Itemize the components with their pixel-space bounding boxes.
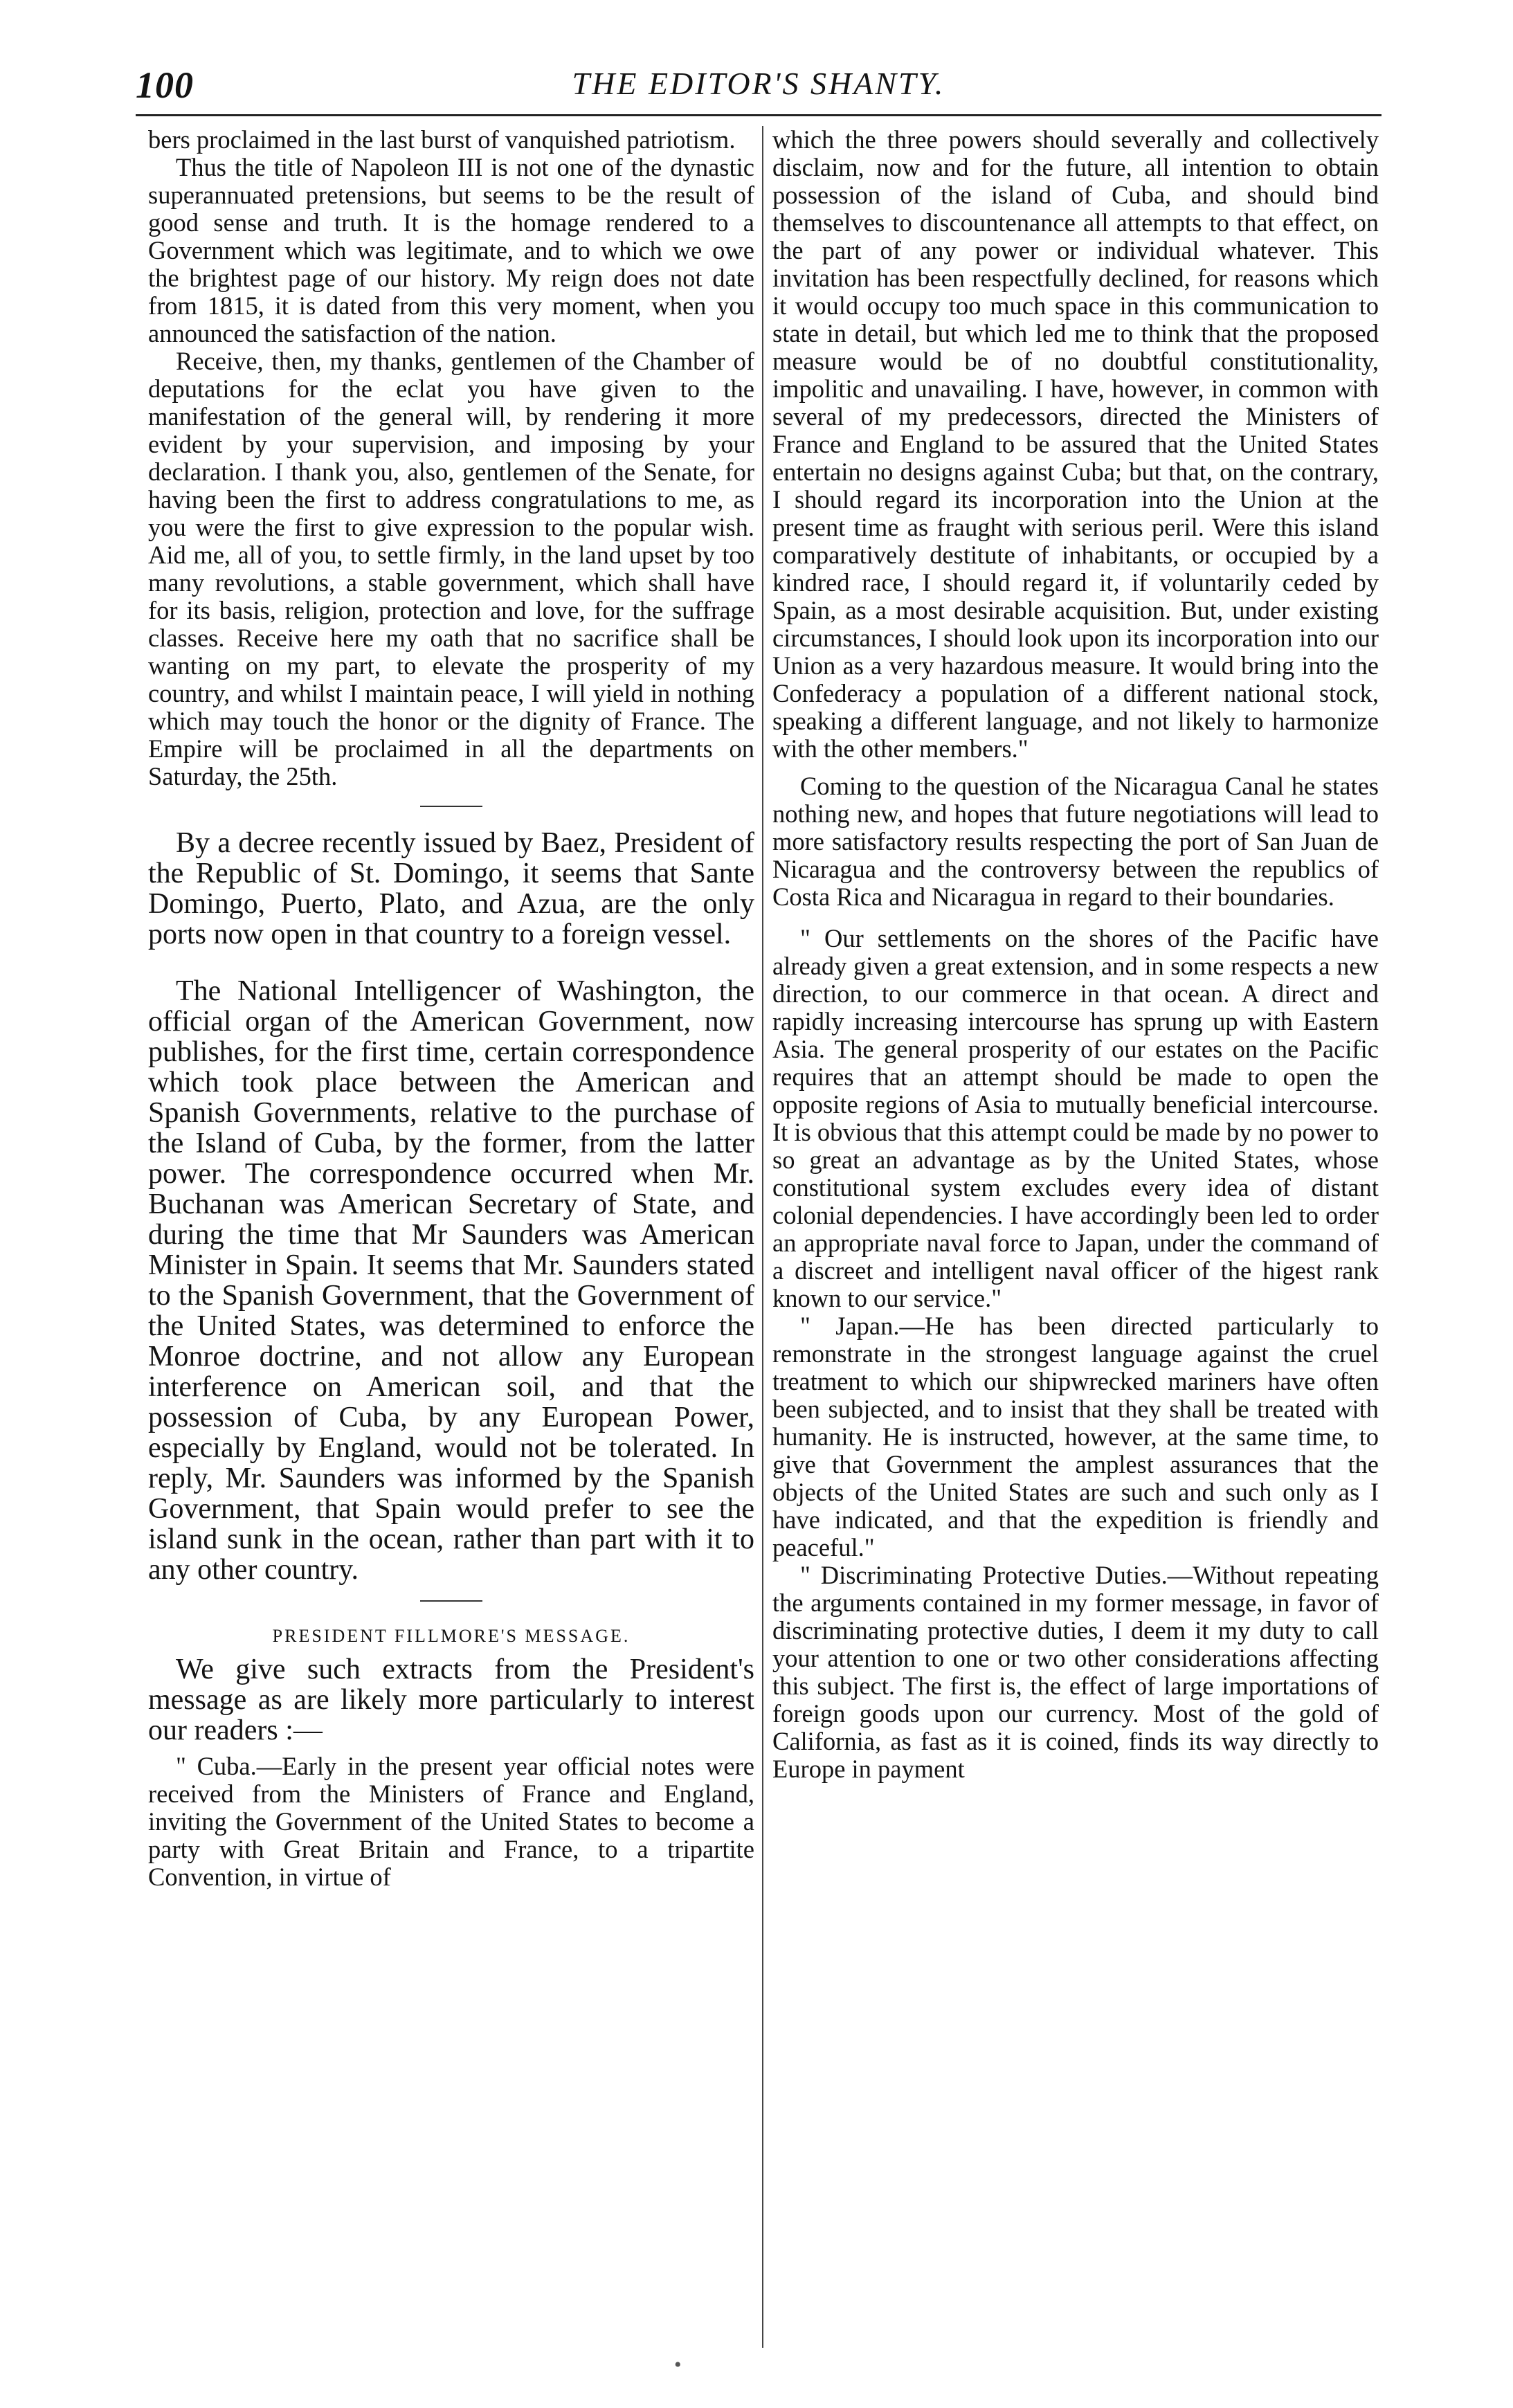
left-paragraph-1: bers proclaimed in the last burst of vanquished patriotism. bbox=[148, 126, 736, 154]
right-column bbox=[772, 126, 1379, 2355]
page-header bbox=[136, 64, 1381, 119]
left-paragraph-6: We give such extracts from the President's message as are likely more particularly to interest our readers :— bbox=[148, 1654, 754, 1746]
section-separator bbox=[420, 1600, 482, 1602]
left-paragraph-5: The National Intelligencer of Washington, the official organ of the American Government, now publishes, for the first time, certain correspondence which took place between the American and Spanish Governments, relative to the purchase of the Island of Cuba, by the former, from the latter power. The correspondence occurred when Mr. Buchanan was American Secretary of State, and during the time that Mr Saunders was American Minister in Spain. It seems that Mr. Saunders stated to the Spanish Government, that the Government of the United States, was determined to enforce the Monroe doctrine, and not allow any European interference on American soil, and that the possession of Cuba, by any European Power, especially by England, would not be tolerated. In reply, Mr. Saunders was informed by the Spanish Government, that Spain would prefer to see the island sunk in the ocean, rather than part with it to any other country. bbox=[148, 975, 754, 1586]
right-paragraph-3: " Our settlements on the shores of the Pacific have already given a great extension, and in some respects a new direction, to our commerce in that ocean. A direct and rapidly increasing intercourse has sprung up with Eastern Asia. The general prosperity of our estates on the Pacific requires that an attempt should be made to open the opposite regions of Asia to mutually beneficial intercourse. It is obvious that this attempt could be made by no power to so great an advantage as by the United States, whose constitutional system excludes every idea of distant colonial dependencies. I have accordingly been led to order an appropriate naval force to Japan, under the command of a discreet and intelligent naval officer of the higest rank known to our service." bbox=[772, 924, 1379, 1312]
left-paragraph-4: By a decree recently issued by Baez, President of the Republic of St. Domingo, it seems that Sante Domingo, Puerto, Plato, and Azua, are the only ports now open in that country to a foreign vessel. bbox=[148, 827, 754, 950]
right-paragraph-2: Coming to the question of the Nicaragua Canal he states nothing new, and hopes that future negotiations will lead to more satisfactory results respecting the port of San Juan de Nicaragua and the controversy between the republics of Costa Rica and Nicaragua in regard to their boundaries. bbox=[772, 772, 1379, 911]
left-paragraph-3: Receive, then, my thanks, gentlemen of the Chamber of deputations for the eclat you have given to the manifestation of the general will, by rendering it more evident by your supervision, and imposing by your declaration. I thank you, also, gentlemen of the Senate, for having been the first to address congratulations to me, as you were the first to give expression to the popular wish. Aid me, all of you, to settle firmly, in the land upset by too many revolutions, a stable government, which shall have for its basis, religion, protection and love, for the suffrage classes. Receive here my oath that no sacrifice shall be wanting on my part, to elevate the prosperity of my country, and whilst I maintain peace, I will yield in nothing which may touch the honor or the dignity of France. The Empire will be proclaimed in all the departments on Saturday, the 25th. bbox=[148, 347, 754, 790]
section-separator bbox=[420, 806, 482, 807]
left-paragraph-7: " Cuba.—Early in the present year official notes were received from the Ministers of France and England, inviting the Government of the United States to become a party with Great Britain and France, to a tripartite Convention, in virtue of bbox=[148, 1752, 754, 1891]
column-divider bbox=[762, 126, 763, 2348]
left-paragraph-2: Thus the title of Napoleon III is not one of the dynastic superannuated pretensions, but seems to be the result of good sense and truth. It is the homage rendered to a Government which was legitimate, and to which we owe the brightest page of our history. My reign does not date from 1815, it is dated from this very moment, when you announced the satisfaction of the nation. bbox=[148, 153, 754, 347]
right-paragraph-4: " Japan.—He has been directed particularly to remonstrate in the strongest language against the cruel treatment to which our shipwrecked mariners have often been subjected, and to insist that they shall be treated with humanity. He is instructed, however, at the same time, to give that Government the amplest assurances that the objects of the United States are such and such only as I have indicated, and that the expedition is friendly and peaceful." bbox=[772, 1312, 1379, 1561]
section-heading: PRESIDENT FILLMORE'S MESSAGE. bbox=[272, 1626, 631, 1646]
left-column bbox=[148, 126, 754, 2355]
printer-mark: • bbox=[674, 2353, 682, 2376]
running-title: THE EDITOR'S SHANTY. bbox=[572, 66, 945, 101]
right-paragraph-1: which the three powers should severally and collectively disclaim, now and for the future, all intention to obtain possession of the island of Cuba, and should bind themselves to discountenance all attempts to that effect, on the part of any power or individual whatever. This invitation has been respectfully declined, for reasons which it would occupy too much space in this communication to state in detail, but which led me to think that the proposed measure would be of no doubtful constitutionality, impolitic and unavailing. I have, however, in common with several of my predecessors, directed the Ministers of France and England to be assured that the United States entertain no designs against Cuba; but that, on the contrary, I should regard its incorporation into the Union at the present time as fraught with serious peril. Were this island comparatively destitute of inhabitants, or occupied by a kindred race, I should regard it, if voluntarily ceded by Spain, as a most desirable acquisition. But, under existing circumstances, I should look upon its incorporation into our Union as a very hazardous measure. It would bring into the Confederacy a population of a different national stock, speaking a different language, and not likely to harmonize with the other members." bbox=[772, 126, 1379, 763]
header-rule bbox=[136, 114, 1381, 116]
page-number: 100 bbox=[136, 64, 194, 106]
right-paragraph-5: " Discriminating Protective Duties.—Without repeating the arguments contained in my former message, in favor of discriminating protective duties, I deem it my duty to call your attention to one or two other considerations affecting this subject. The first is, the effect of large importations of foreign goods upon our currency. Most of the gold of California, as fast as it is coined, finds its way directly to Europe in payment bbox=[772, 1561, 1379, 1783]
